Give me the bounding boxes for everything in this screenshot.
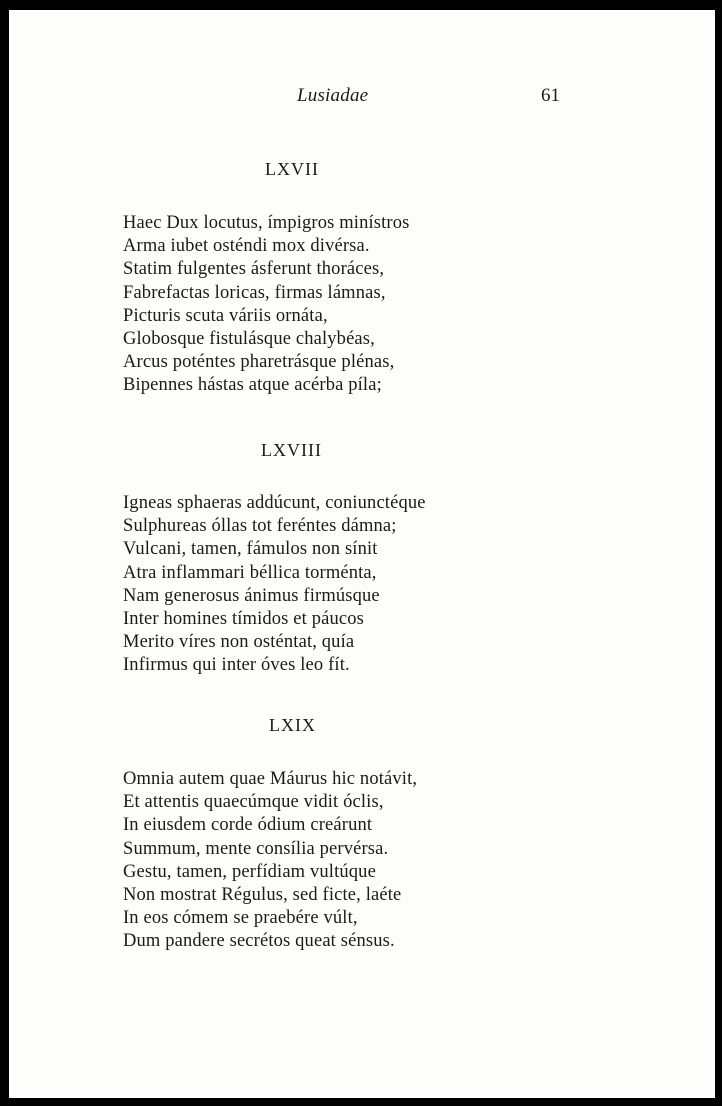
page-number: 61 <box>541 85 560 106</box>
verse-line: Nam generosus ánimus firmúsque <box>123 585 380 606</box>
verse-line: Summum, mente consília pervérsa. <box>123 838 389 859</box>
verse-line: Dum pandere secrétos queat sénsus. <box>123 931 395 952</box>
stanza-lxviii <box>123 492 426 678</box>
running-header-title: Lusiadae <box>297 85 369 106</box>
verse-line: Atra inflammari béllica torménta, <box>123 562 377 583</box>
verse-line: Inter homines tímidos et páucos <box>123 609 364 630</box>
stanza-heading-lxvii: LXVII <box>265 159 319 179</box>
verse-line: Picturis scuta váriis ornáta, <box>123 305 328 326</box>
verse-line: Sulphureas óllas tot feréntes dámna; <box>123 516 397 537</box>
verse-line: Merito víres non osténtat, quía <box>123 632 355 653</box>
verse-line: Gestu, tamen, perfídiam vultúque <box>123 861 376 882</box>
verse-line: Haec Dux locutus, ímpigros minístros <box>123 213 410 233</box>
verse-line: Arma iubet osténdi mox divérsa. <box>123 236 370 257</box>
verse-line: Arcus poténtes pharetrásque plénas, <box>123 352 395 373</box>
stanza-lxvii <box>123 212 409 398</box>
stanza-heading-lxviii: LXVIII <box>261 440 322 460</box>
verse-line: In eos cómem se praebére vúlt, <box>123 908 358 929</box>
verse-line: Vulcani, tamen, fámulos non sínit <box>123 539 378 560</box>
stanza-heading-lxix: LXIX <box>269 715 316 735</box>
verse-line: Globosque fistulásque chalybéas, <box>123 329 375 350</box>
verse-line: Igneas sphaeras addúcunt, coniunctéque <box>123 493 426 513</box>
book-page <box>9 10 715 1098</box>
verse-line: Et attentis quaecúmque vidit óclis, <box>123 792 384 813</box>
verse-line: Omnia autem quae Máurus hic notávit, <box>123 769 418 789</box>
verse-line: In eiusdem corde ódium creárunt <box>123 815 373 836</box>
verse-line: Fabrefactas loricas, firmas lámnas, <box>123 282 386 303</box>
verse-line: Statim fulgentes ásferunt thoráces, <box>123 259 385 280</box>
stanza-lxix <box>123 768 417 954</box>
verse-line: Infirmus qui inter óves leo fít. <box>123 655 350 676</box>
verse-line: Non mostrat Régulus, sed ficte, laéte <box>123 885 402 906</box>
verse-line: Bipennes hástas atque acérba píla; <box>123 375 382 396</box>
